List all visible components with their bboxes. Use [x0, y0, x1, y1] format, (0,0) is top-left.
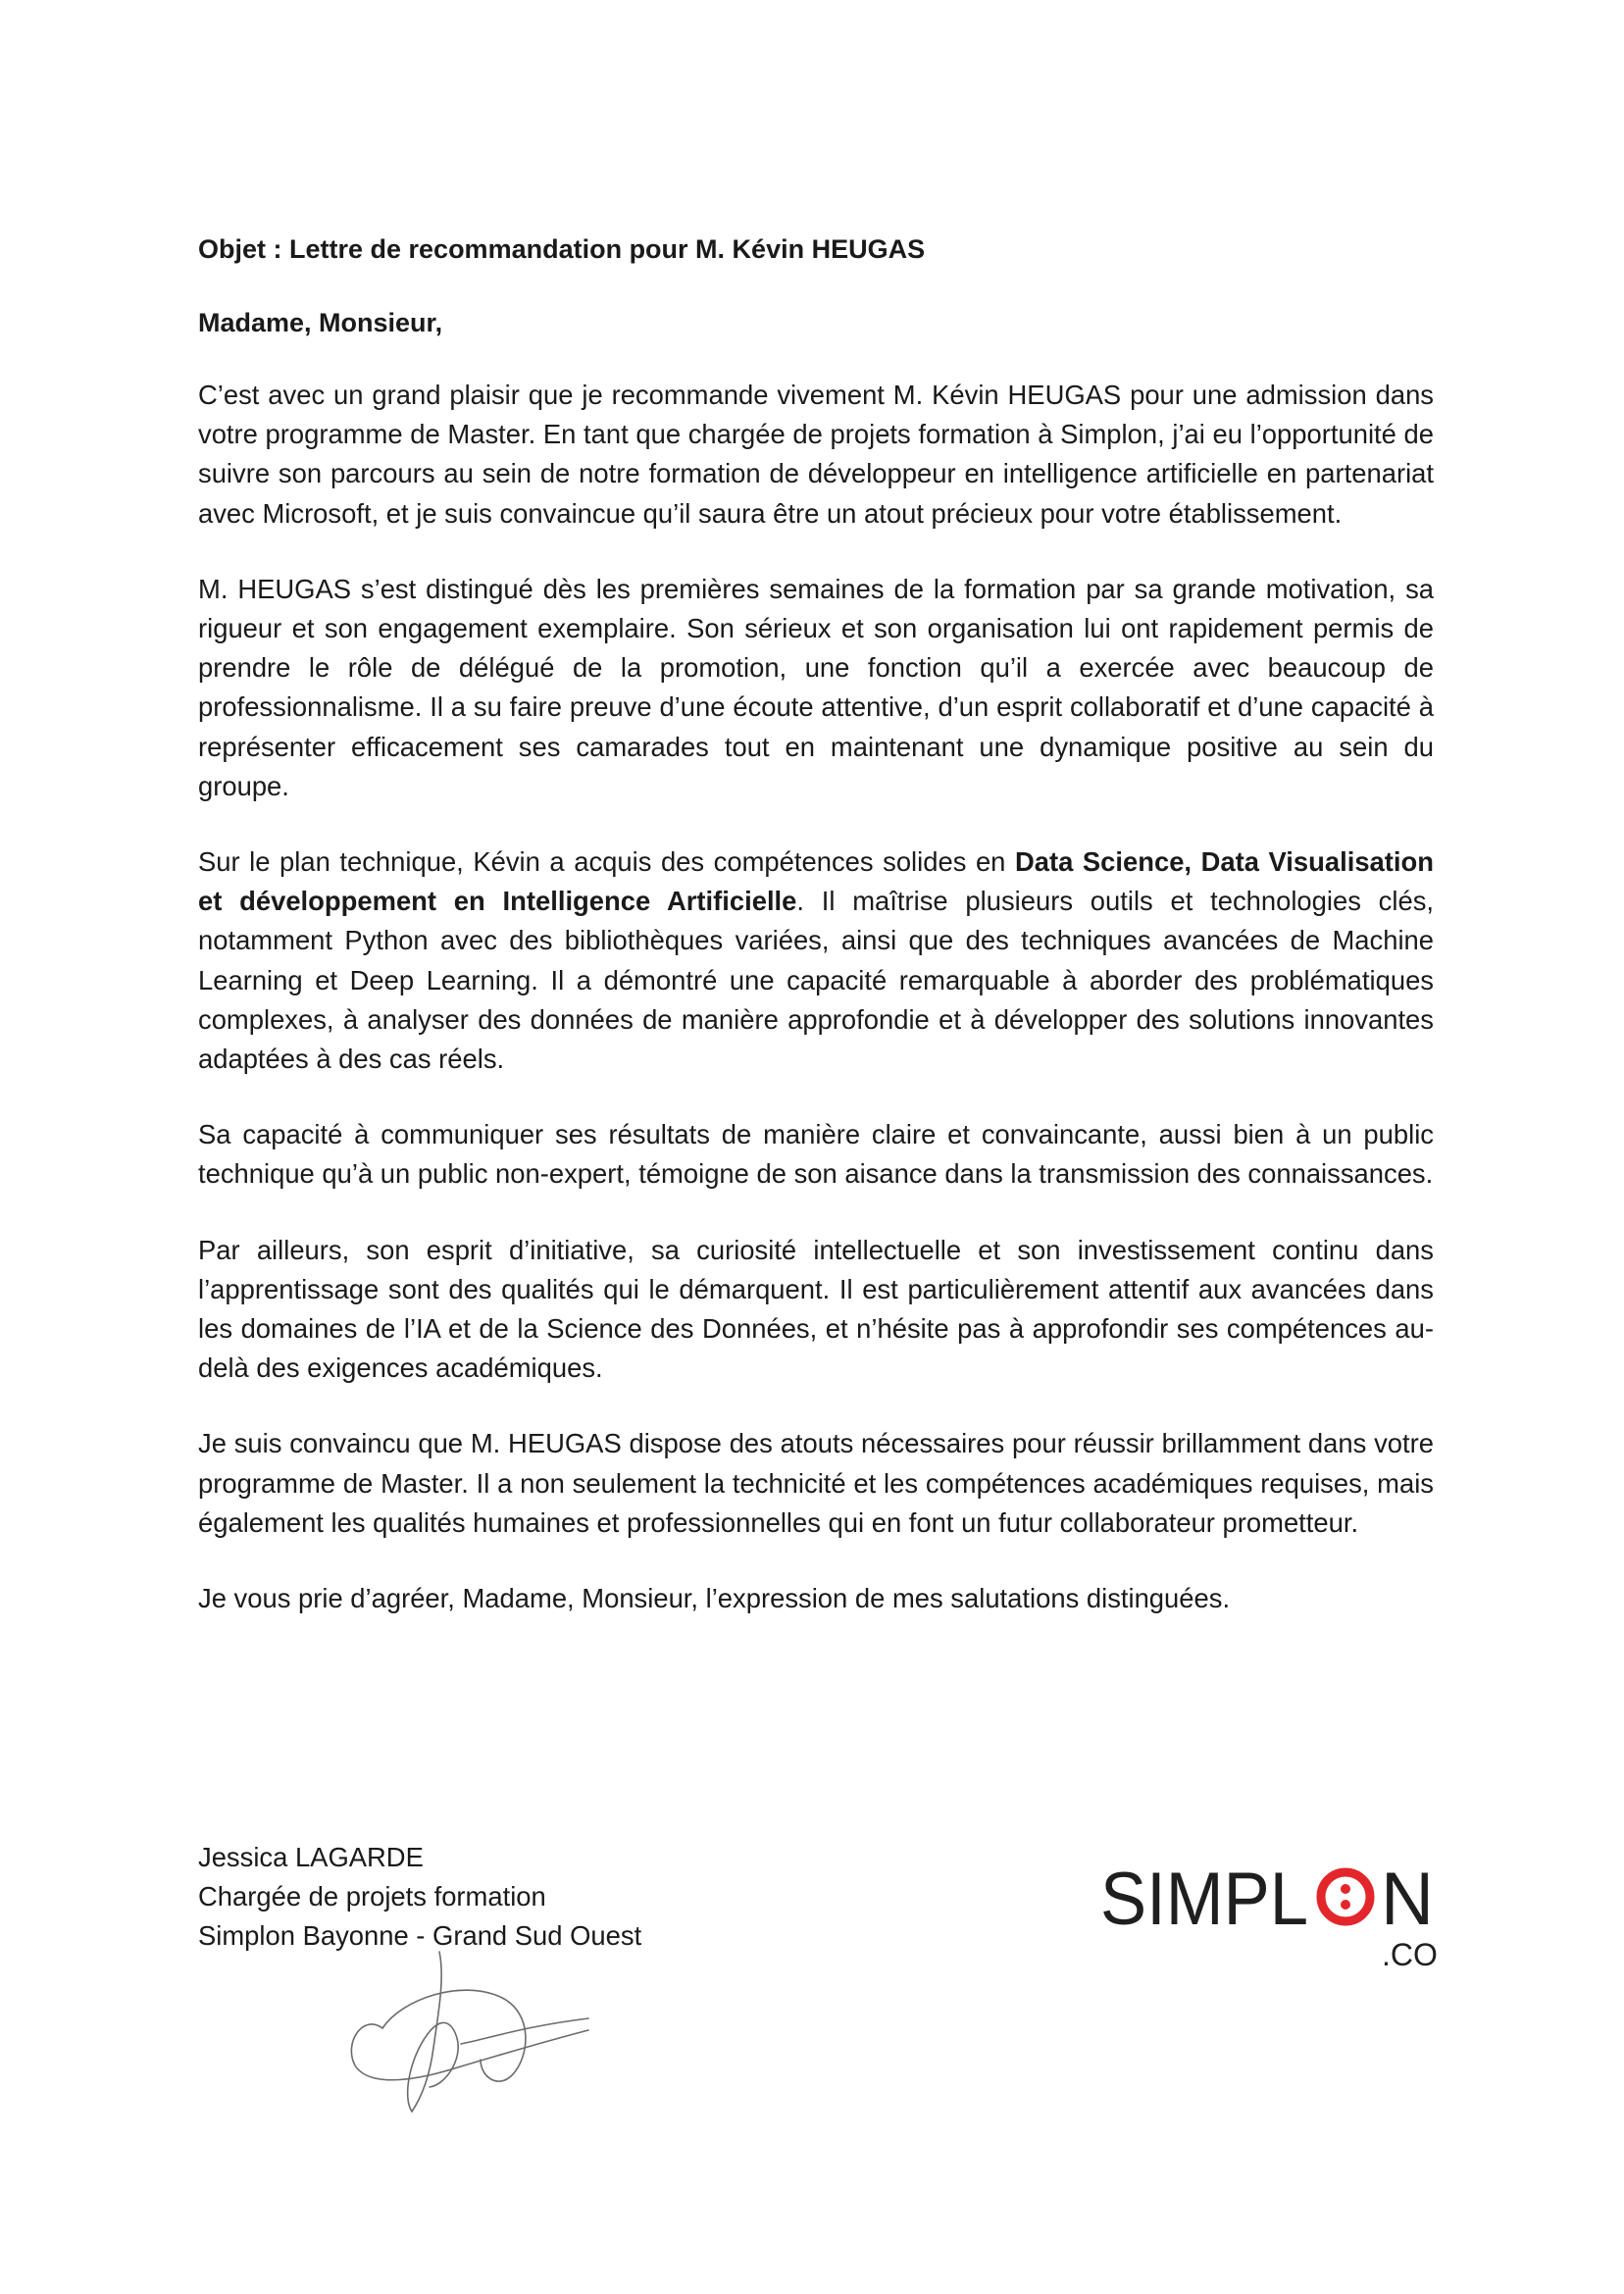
- paragraph-communication: Sa capacité à communiquer ses résultats de manière claire et convaincante, aussi bien à un public technique qu’à un public non-expert, témoigne de son aisance dans la transmission des connaissances.: [198, 1119, 1434, 1190]
- technical-text-end: . Il maîtrise plusieurs outils et technologies clés, notamment Python avec des bibliothèques variées, ainsi que des techniques avancées de Machine Learning et Deep Learning. Il a démontré une capacité remarquable à aborder des problématiques complexes, à analyser des données de manière approfondie et à développer des solutions innovantes adaptées à des cas réels.: [198, 886, 1434, 1075]
- paragraph-conclusion: Je suis convaincu que M. HEUGAS dispose des atouts nécessaires pour réussir brillamment dans votre programme de Master. Il a non seulement la technicité et les compétences académiques requises, mais également les qualités humaines et professionnelles qui en font un futur collaborateur prometteur.: [198, 1428, 1434, 1538]
- logo-text-n: N: [1381, 1858, 1434, 1941]
- signatory-organization: Simplon Bayonne - Grand Sud Ouest: [198, 1920, 642, 1951]
- paragraph-initiative: Par ailleurs, son esprit d’initiative, sa curiosité intellectuelle et son investissement continu dans l’apprentissage sont des qualités qui le démarquent. Il est particulièrement attentif aux avancées dans les domaines de l’IA et de la Science des Données, et n’hésite pas à approfondir ses compétences au-delà des exigences académiques.: [198, 1234, 1434, 1384]
- logo-power-icon: [1321, 1872, 1370, 1921]
- signatory-name: Jessica LAGARDE: [198, 1842, 424, 1872]
- paragraph-introduction: C’est avec un grand plaisir que je recommande vivement M. Kévin HEUGAS pour une admission dans votre programme de Master. En tant que chargée de projets formation à Simplon, j’ai eu l’opportunité de suivre son parcours au sein de notre formation de développeur en intelligence artificielle en partenariat avec Microsoft, et je suis convaincue qu’il saura être un atout précieux pour votre établissement.: [198, 380, 1434, 529]
- paragraph-technical: [198, 842, 1434, 1079]
- signatory-block: [198, 1838, 885, 1956]
- logo-suffix: .CO: [1382, 1937, 1438, 1969]
- paragraph-closing: Je vous prie d’agréer, Madame, Monsieur, l’expression de mes salutations distinguées.: [198, 1583, 1231, 1614]
- letter-body: [198, 376, 1434, 1655]
- signatory-title: Chargée de projets formation: [198, 1881, 546, 1912]
- logo-text-simpl: SIMPL: [1100, 1858, 1308, 1941]
- letter-subject: Objet : Lettre de recommandation pour M. Kévin HEUGAS: [198, 234, 926, 264]
- handwritten-signature-icon: [343, 1950, 598, 2116]
- letter-salutation: Madame, Monsieur,: [198, 308, 443, 337]
- technical-skills-highlight: Data Science, Data Visualisation et développement en Intelligence Artificielle: [198, 846, 1434, 917]
- simplon-logo: [1100, 1857, 1444, 1969]
- technical-text-start: Sur le plan technique, Kévin a acquis des compétences solides en: [198, 846, 1015, 878]
- paragraph-qualities: M. HEUGAS s’est distingué dès les premières semaines de la formation par sa grande motivation, sa rigueur et son engagement exemplaire. Son sérieux et son organisation lui ont rapidement permis de prendre le rôle de délégué de la promotion, une fonction qu’il a exercée avec beaucoup de professionnalisme. Il a su faire preuve d’une écoute attentive, d’un esprit collaboratif et d’une capacité à représenter efficacement ses camarades tout en maintenant une dynamique positive au sein du groupe.: [198, 573, 1434, 801]
